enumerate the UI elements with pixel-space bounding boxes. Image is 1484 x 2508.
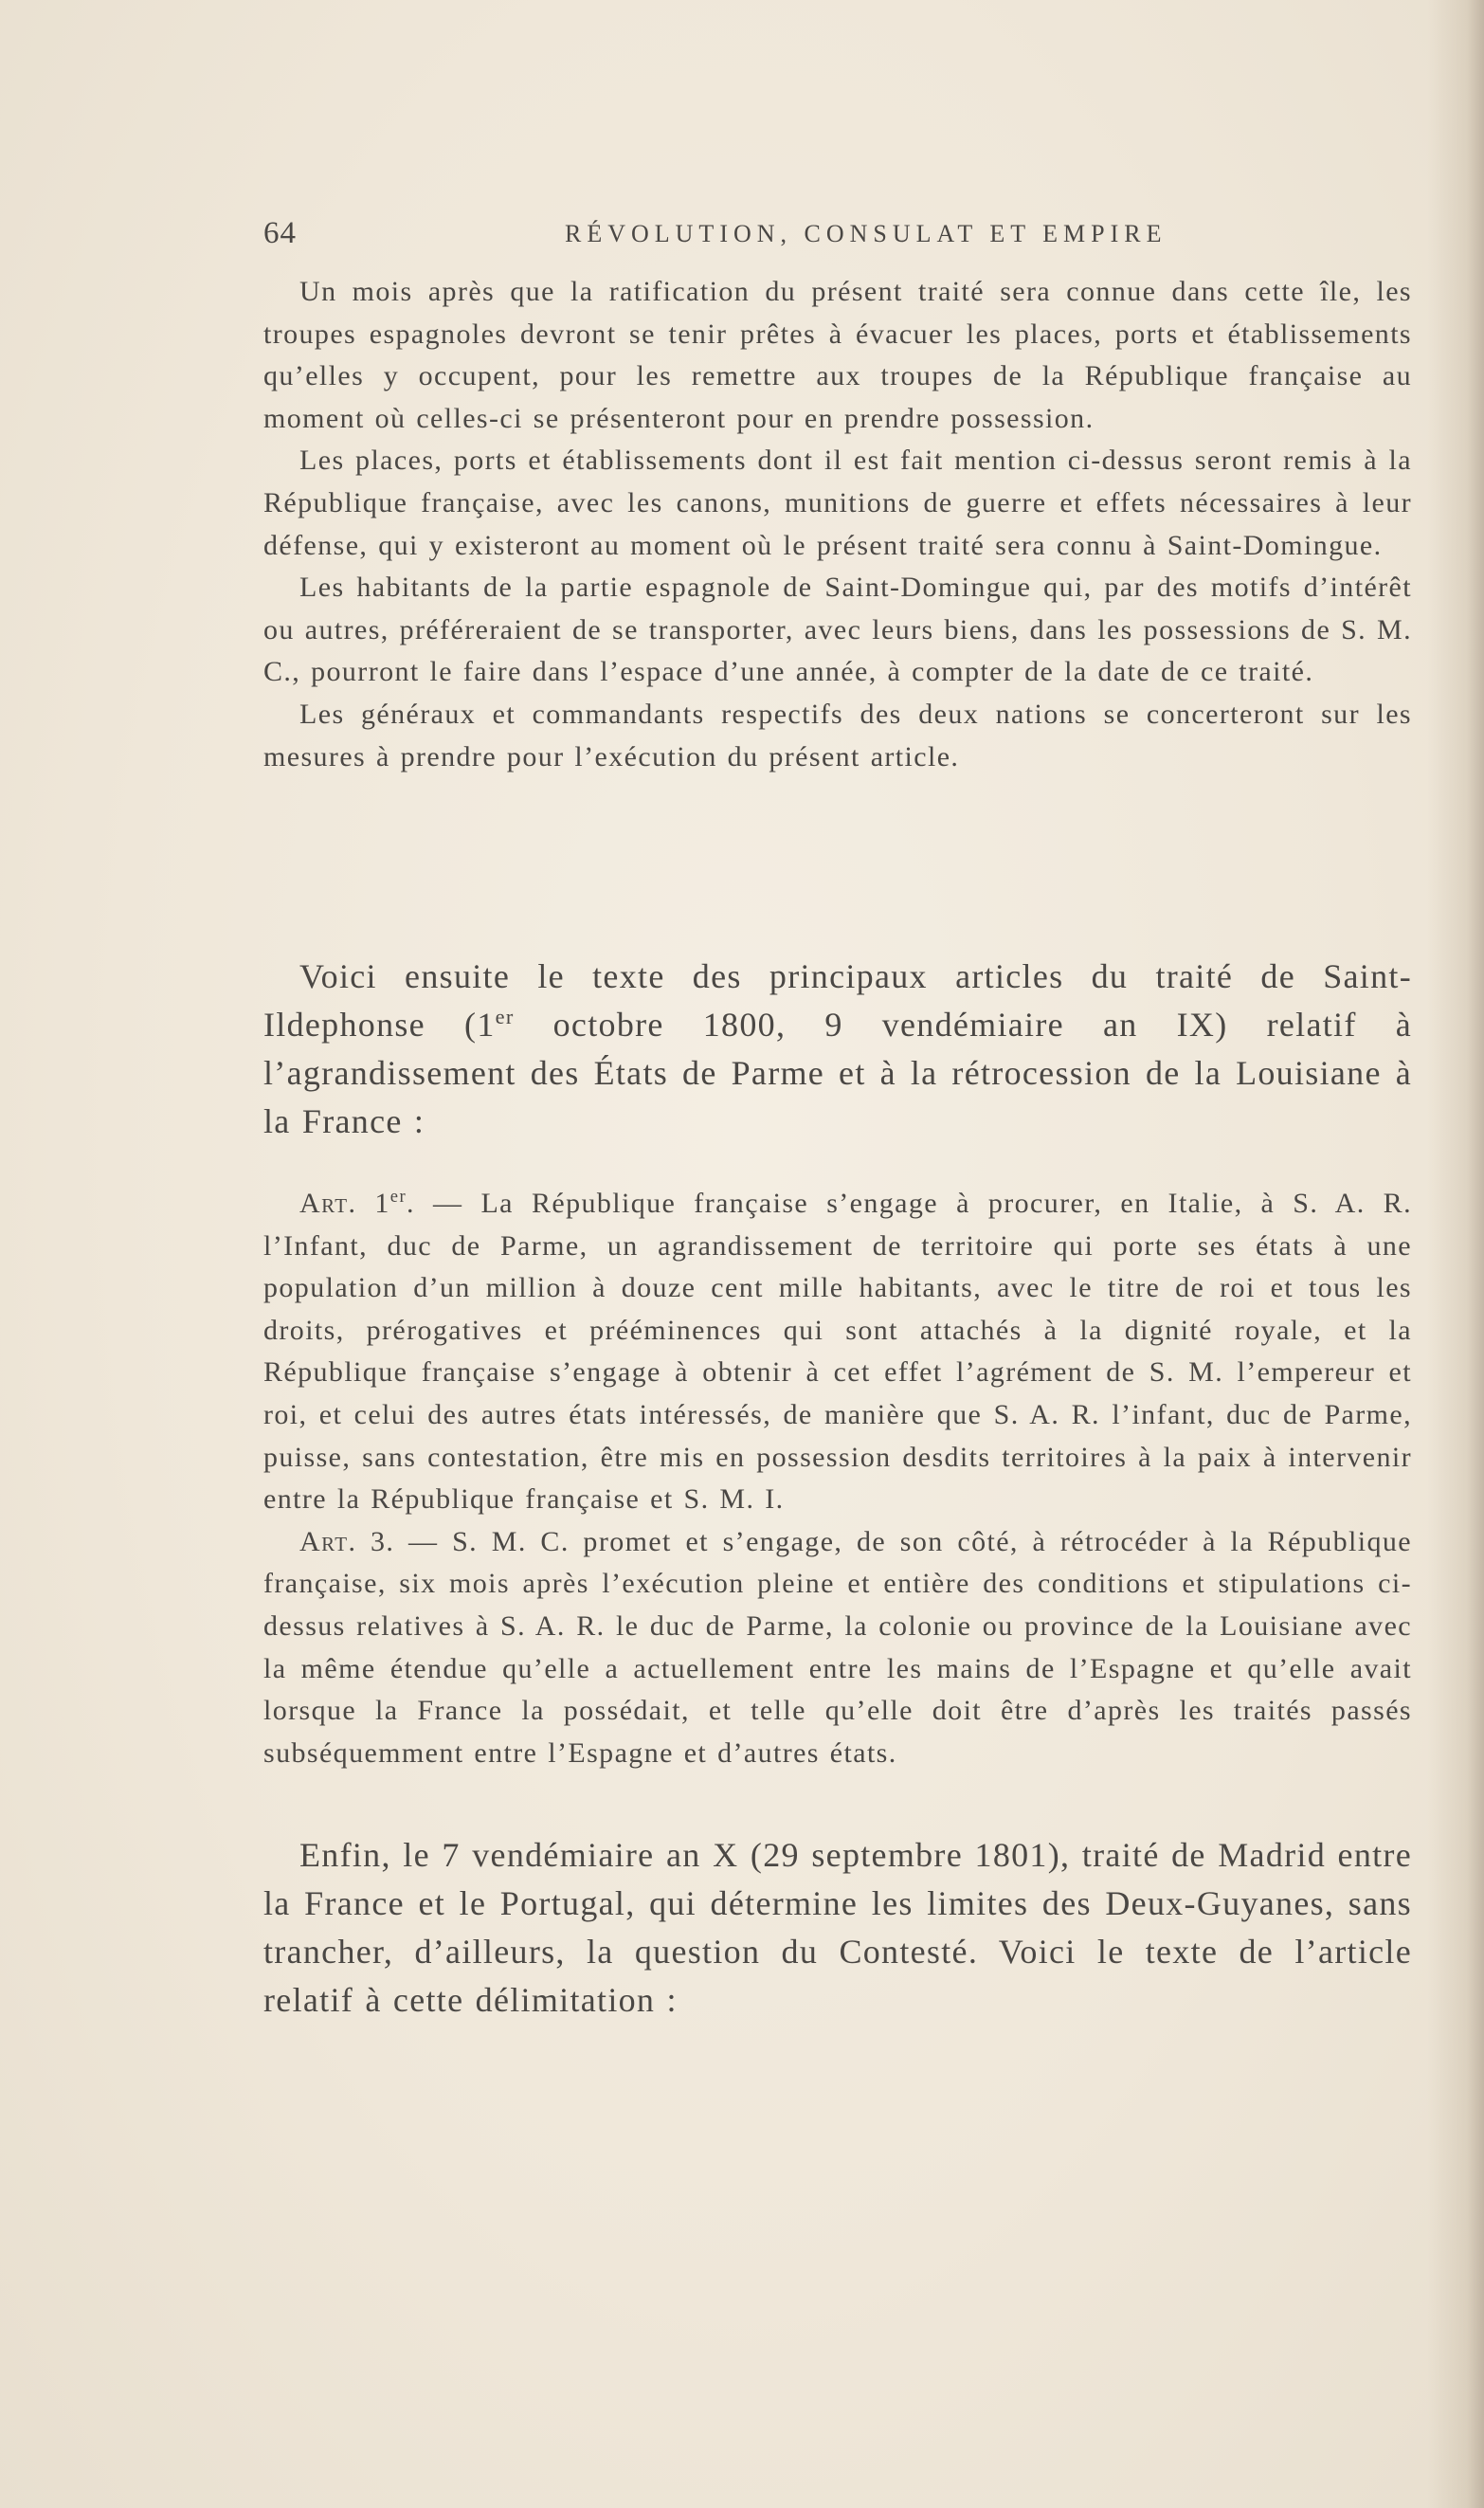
ordinal-suffix: er bbox=[389, 1187, 407, 1207]
book-title: RÉVOLUTION, CONSULAT ET EMPIRE bbox=[565, 220, 1167, 247]
running-head bbox=[263, 216, 1410, 258]
intro-text-end: octobre 1800, 9 vendémiaire an IX) relatif à l’agrandissement des États de Parme et à la rétrocession de la Louisiane à la France : bbox=[263, 1006, 1412, 1140]
quote-paragraph: Un mois après que la ratification du présent traité sera connue dans cette île, les troupes espagnoles devront se tenir prêtes à évacuer les places, ports et établissements qu’elles y occupent, pour les remettre aux troupes de la République française au moment où celles-ci se présenteront pour en prendre possession. bbox=[263, 276, 1412, 434]
page-number: 64 bbox=[263, 216, 297, 250]
quote-paragraph: Les généraux et commandants respectifs des deux nations se concerteront sur les mesures à prendre pour l’exécution du présent article. bbox=[263, 698, 1412, 772]
article-3 bbox=[263, 1521, 1412, 1775]
article-text: . — La République française s’engage à procurer, en Italie, à S. A. R. l’Infant, duc de Parme, un agrandissement de territoire qui porte ses états à une population d’un million à douze cent mille habitants, avec le titre de roi et tous les droits, prérogatives et prééminences qui sont attachés à la dignité royale, et la République française s’engage à obtenir à cet effet l’agrément de S. M. l’empereur et roi, et celui des autres états intéressés, de manière que S. A. R. l’infant, duc de Parme, puisse, sans contestation, être mis en possession desdits territoires à la paix à intervenir entre la République française et S. M. I. bbox=[263, 1188, 1412, 1516]
page-edge-shadow bbox=[1427, 0, 1484, 2508]
treaty-ildefonse-quote bbox=[263, 1183, 1412, 1774]
article-text: — S. M. C. promet et s’engage, de son côté, à rétrocéder à la République française, six mois après l’exécution pleine et entière des conditions et stipulations ci-dessus relatives à S. A. R. le duc de Parme, la colonie ou province de la Louisiane avec la même étendue qu’elle a actuellement entre les mains de l’Espagne et qu’elle avait lorsque la France la possédait, et telle qu’elle doit être d’après les traités passés subséquemment entre l’Espagne et d’autres états. bbox=[263, 1525, 1412, 1769]
intro-text-start: Voici ensuite le texte des principaux articles du traité de Saint-Ildephonse (1 bbox=[263, 957, 1412, 1044]
treaty-bale-quote bbox=[263, 271, 1412, 778]
article-1 bbox=[263, 1183, 1412, 1521]
intro-madrid bbox=[263, 1831, 1412, 2025]
article-label: Art. 1 bbox=[299, 1188, 390, 1219]
intro-ildefonse bbox=[263, 953, 1412, 1146]
article-label: Art. 3. bbox=[299, 1525, 395, 1557]
quote-paragraph: Les habitants de la partie espagnole de Saint-Domingue qui, par des motifs d’intérêt ou autres, préféreraient de se transporter, avec leurs biens, dans les possessions de S. M. C., pourront le faire dans l’espace d’une année, à compter de la date de ce traité. bbox=[263, 572, 1412, 688]
quote-paragraph: Les places, ports et établissements dont il est fait mention ci-dessus seront remis à la République française, avec les canons, munitions de guerre et effets nécessaires à leur défense, qui y existeront au moment où le présent traité sera connu à Saint-Domingue. bbox=[263, 445, 1412, 561]
body-paragraph: Enfin, le 7 vendémiaire an X (29 septembre 1801), traité de Madrid entre la France et le Portugal, qui détermine les limites des Deux-Guyanes, sans trancher, d’ailleurs, la question du Contesté. Voici le texte de l’article relatif à cette délimitation : bbox=[263, 1836, 1412, 2019]
body-paragraph bbox=[263, 953, 1412, 1146]
ordinal-suffix: er bbox=[495, 1005, 515, 1028]
